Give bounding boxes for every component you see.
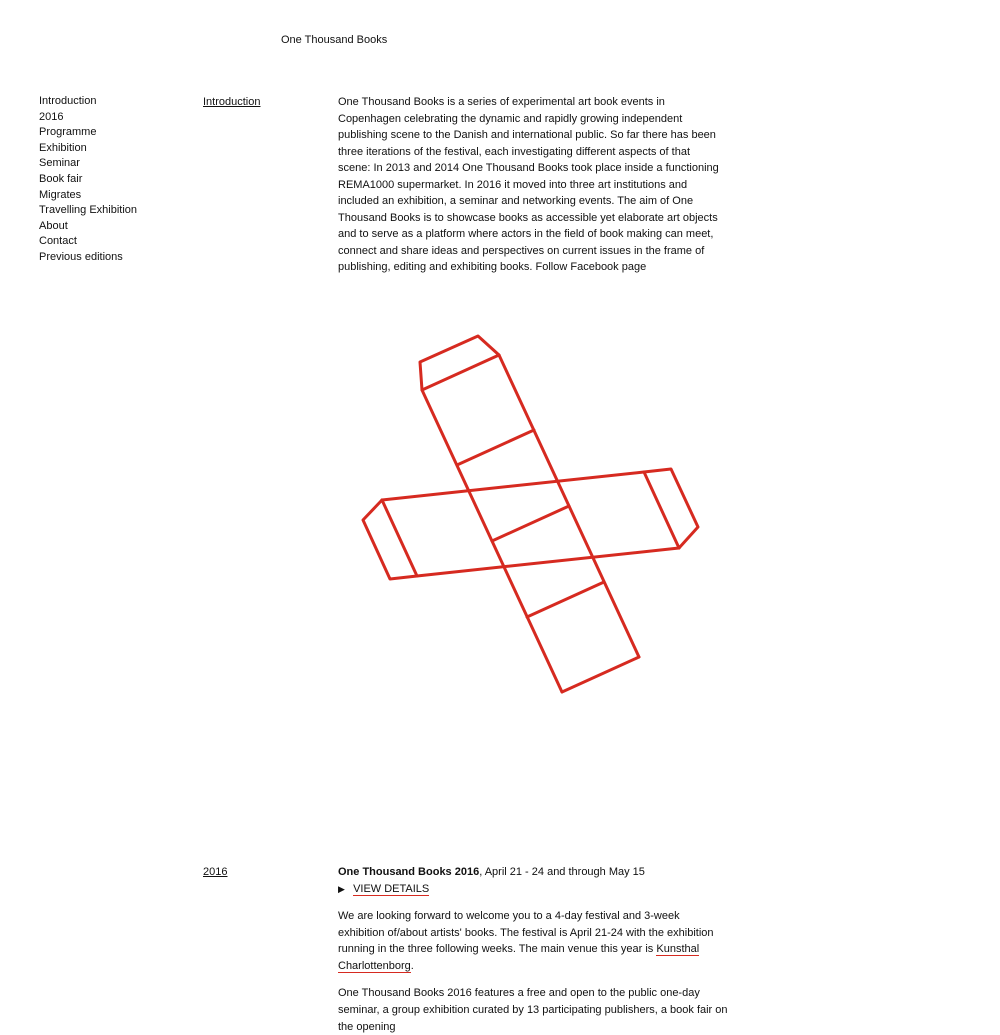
paragraph-1-text: We are looking forward to welcome you to a 4-day festival and 3-week exhibition of/about artists' books. The festival is April 21-24 with the exhibition running in the three following weeks. The main venue this year is [338, 910, 714, 956]
edition-2016-title: One Thousand Books 2016 [338, 866, 480, 878]
main-nav [39, 94, 189, 266]
edition-2016-heading [338, 864, 728, 880]
cube-net-fold-3 [527, 582, 604, 617]
play-triangle-icon[interactable]: ▶ [338, 884, 345, 894]
cube-net-top-flap [420, 336, 499, 390]
intro-text: One Thousand Books is a series of experimental art book events in Copenhagen celebrating the dynamic and rapidly growing independent publishing scene to the Danish and international public. So far there has been three iterations of the festival, each investigating different aspects of that scene: In 2013 and 2014 One Thousand Books took place inside a functioning REMA1000 supermarket. In 2016 it moved into three art institutions and included an exhibition, a seminar and networking events. The aim of One Thousand Books is to showcase books as accessible yet elaborate art objects and to serve as a platform where actors in the field of book making can meet, connect and share ideas and perspectives on current issues in the frame of publishing, editing and exhibiting books. Follow Facebook page [338, 96, 719, 273]
view-details-link[interactable]: VIEW DETAILS [353, 883, 430, 895]
nav-item-previous-editions[interactable]: Previous editions [39, 250, 123, 263]
cube-net-left-fold [382, 500, 417, 576]
site-title[interactable]: One Thousand Books [281, 34, 388, 46]
kunsthal-charlottenborg-link[interactable]: Kunsthal Charlottenborg [338, 943, 700, 972]
edition-2016-paragraph-1 [338, 908, 728, 974]
cube-net-icon [340, 310, 740, 720]
nav-item-book-fair[interactable]: Book fair [39, 172, 83, 185]
paragraph-1-end: . [410, 959, 414, 972]
cube-net-fold-2 [492, 506, 569, 541]
section-label-introduction[interactable]: Introduction [203, 96, 261, 108]
edition-2016-block [338, 864, 728, 1035]
cube-net-fold-top [422, 355, 499, 390]
view-details-row[interactable] [338, 881, 728, 897]
edition-2016-dates: , April 21 - 24 and through May 15 [479, 866, 645, 878]
nav-item-introduction[interactable]: Introduction [39, 95, 97, 107]
cube-net-left-flap [363, 500, 417, 579]
nav-item-programme[interactable]: Programme [39, 126, 97, 139]
cube-net-right-fold [644, 472, 679, 548]
cube-net-fold-1 [457, 430, 534, 465]
nav-item-migrates[interactable]: Migrates [39, 188, 82, 201]
nav-item-about[interactable]: About [39, 219, 68, 232]
nav-item-2016[interactable]: 2016 [39, 110, 64, 123]
cube-net-row-top [382, 472, 644, 500]
cube-net-bottom-edge [562, 657, 639, 692]
nav-item-travelling-exhibition[interactable]: Travelling Exhibition [39, 204, 138, 217]
section-label-2016[interactable]: 2016 [203, 866, 228, 878]
nav-item-seminar[interactable]: Seminar [39, 157, 80, 170]
edition-2016-paragraph-2: One Thousand Books 2016 features a free and open to the public one-day seminar, a group exhibition curated by 13 participating publishers, a book fair on the opening [338, 987, 728, 1033]
nav-item-exhibition[interactable]: Exhibition [39, 141, 87, 154]
nav-item-contact[interactable]: Contact [39, 235, 77, 248]
cube-net-right-flap [644, 469, 698, 548]
cube-net-row-bottom [417, 548, 679, 576]
